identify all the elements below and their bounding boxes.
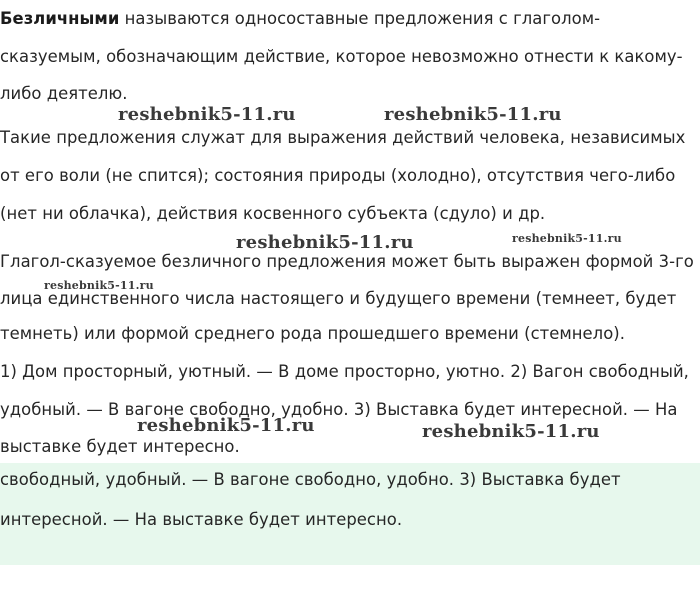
paragraph-4-line-1: 1) Дом просторный, уютный. — В доме просторно, уютно. 2) Вагон свободный, [0, 362, 689, 381]
paragraph-1-line-1 [0, 9, 600, 29]
watermark: reshebnik5-11.ru [236, 232, 414, 253]
paragraph-3-line-3: темнеть) или формой среднего рода прошедшего времени (стемнело). [0, 324, 625, 343]
paragraph-2-line-1: Такие предложения служат для выражения действий человека, независимых [0, 128, 686, 147]
watermark: reshebnik5-11.ru [118, 104, 296, 125]
watermark: reshebnik5-11.ru [44, 279, 154, 292]
paragraph-1-line-1-rest: называются односоставные предложения с глаголом- [119, 9, 601, 28]
paragraph-3-line-2: лица единственного числа настоящего и будущего времени (темнеет, будет [0, 289, 677, 308]
highlight-line-2: интересной. — На выставке будет интересно. [0, 510, 403, 529]
watermark: reshebnik5-11.ru [384, 104, 562, 125]
paragraph-2-line-2: от его воли (не спится); состояния природы (холодно), отсутствия чего-либо [0, 166, 676, 185]
watermark: reshebnik5-11.ru [137, 415, 315, 436]
paragraph-4-line-3: выставке будет интересно. [0, 437, 240, 456]
paragraph-1-line-3: либо деятелю. [0, 84, 128, 103]
paragraph-4-line-2: удобный. — В вагоне свободно, удобно. 3) Выставка будет интересной. — На [0, 400, 678, 419]
highlight-line-1: свободный, удобный. — В вагоне свободно, удобно. 3) Выставка будет [0, 470, 621, 489]
bold-term: Безличными [0, 9, 120, 28]
paragraph-1-line-2: сказуемым, обозначающим действие, которое невозможно отнести к какому- [0, 47, 683, 66]
watermark: reshebnik5-11.ru [422, 421, 600, 442]
watermark: reshebnik5-11.ru [512, 232, 622, 245]
paragraph-2-line-3: (нет ни облачка), действия косвенного субъекта (сдуло) и др. [0, 204, 546, 223]
paragraph-3-line-1: Глагол-сказуемое безличного предложения может быть выражен формой 3-го [0, 252, 694, 271]
